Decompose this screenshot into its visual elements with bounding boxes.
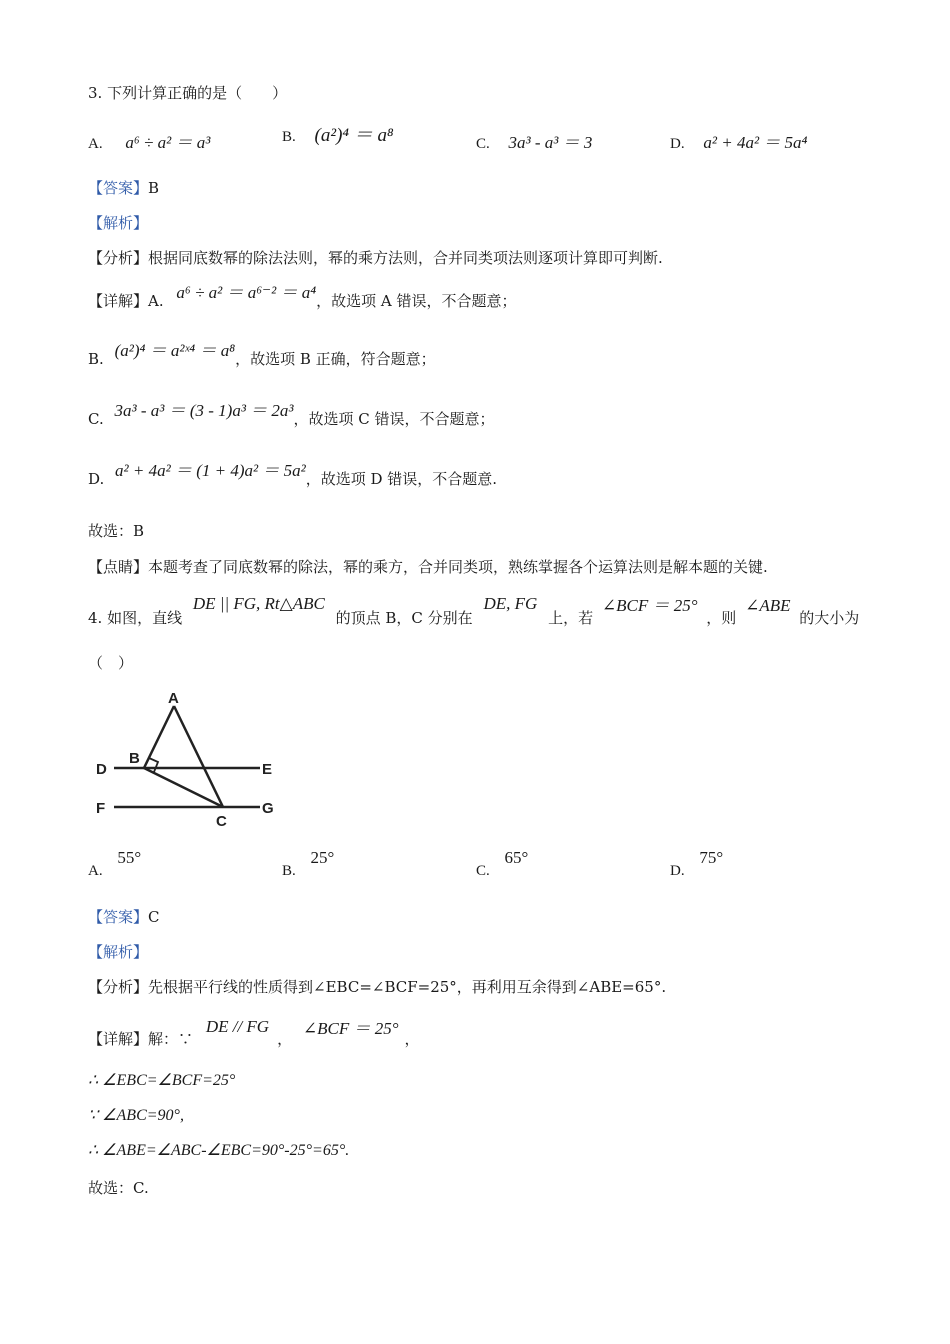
q4-option-a[interactable]: A. 55° — [88, 848, 142, 879]
q4-option-c[interactable]: C. 65° — [476, 848, 529, 879]
q3-option-a[interactable]: A. a⁶ ÷ a² ＝ a³ — [88, 133, 211, 152]
fenxi-text: 先根据平行线的性质得到∠EBC=∠BCF=25°，再利用互余得到∠ABE=65°. — [148, 978, 667, 996]
q3-option-c[interactable]: C. 3a³ - a³ ＝ 3 — [476, 133, 593, 152]
fenxi-text: 根据同底数幂的除法法则，幂的乘方法则，合并同类项法则逐项计算即可判断. — [148, 249, 663, 267]
q3-dianjing — [88, 556, 768, 577]
detail-expr1: DE // FG — [205, 1017, 270, 1036]
label-f: F — [96, 800, 106, 817]
q4-detail: 【详解】解：∵ DE // FG， ∠BCF ＝ 25°， — [88, 1017, 420, 1048]
q3-fenxi — [88, 247, 663, 268]
q4-answer — [88, 906, 160, 927]
q4-stem-line1: 4. 如图，直线 DE || FG, Rt△ABC 的顶点 B，C 分别在 DE, FG 上，若 ∠BCF ＝ 25° ，则 ∠ABE 的大小为 — [88, 594, 860, 627]
segment-ab — [144, 706, 174, 768]
q4-option-d[interactable]: D. 75° — [670, 848, 724, 879]
q3-detail-d: D. a² + 4a² ＝ (1 + 4)a² ＝ 5a²，故选项 D 错误，不合题意. — [88, 461, 498, 488]
label-a: A — [168, 690, 179, 707]
detail-b-expr: (a²)⁴ ＝ a²ˣ⁴ ＝ a⁸ — [114, 341, 236, 360]
detail-a-expr: a⁶ ÷ a² ＝ a⁶⁻² ＝ a⁴ — [176, 283, 317, 302]
q4-fenxi — [88, 976, 666, 997]
q4-analysis-tag: 【解析】 — [88, 943, 149, 961]
label-d: D — [96, 761, 107, 778]
fenxi-tag: 【分析】 — [88, 978, 149, 996]
label-c: C — [216, 813, 227, 830]
answer-value: B — [148, 179, 160, 197]
detail-expr2: ∠BCF ＝ 25° — [302, 1019, 399, 1038]
q3-detail-b: B. (a²)⁴ ＝ a²ˣ⁴ ＝ a⁸，故选项 B 正确，符合题意； — [88, 341, 436, 368]
fenxi-tag: 【分析】 — [88, 249, 149, 267]
detail-tag: 【详解】 — [88, 292, 149, 310]
q4-step1: ∴ ∠EBC=∠BCF=25° — [88, 1072, 236, 1089]
q4-figure — [92, 686, 282, 832]
q4-choose: 故选：C. — [88, 1179, 149, 1197]
q3-detail-c: C. 3a³ - a³ ＝ (3 - 1)a³ ＝ 2a³，故选项 C 错误，不合题意； — [88, 401, 495, 428]
detail-d-expr: a² + 4a² ＝ (1 + 4)a² ＝ 5a² — [115, 461, 306, 480]
answer-tag: 【答案】 — [88, 908, 149, 926]
detail-d-text: ，故选项 D 错误，不合题意. — [305, 470, 498, 488]
detail-a-text: ，故选项 A 错误，不合题意； — [316, 292, 517, 310]
q3-detail-a: 【详解】A. a⁶ ÷ a² ＝ a⁶⁻² ＝ a⁴，故选项 A 错误，不合题意； — [88, 283, 517, 310]
q3-stem: 3. 下列计算正确的是（ ） — [88, 84, 288, 102]
segment-bc — [144, 768, 223, 807]
answer-tag: 【答案】 — [88, 179, 149, 197]
segment-ac — [174, 706, 223, 807]
q3-option-d[interactable]: D. a² + 4a² ＝ 5a⁴ — [670, 133, 808, 152]
answer-value: C — [148, 908, 160, 926]
dianjing-tag: 【点睛】 — [88, 558, 149, 576]
q3-option-b[interactable]: B. (a²)⁴ ＝ a⁸ — [282, 125, 394, 146]
q4-step2: ∵ ∠ABC=90°, — [88, 1107, 184, 1124]
label-g: G — [262, 800, 274, 817]
detail-b-text: ，故选项 B 正确，符合题意； — [235, 350, 436, 368]
label-b: B — [129, 750, 140, 767]
q3-analysis-tag: 【解析】 — [88, 214, 149, 232]
detail-c-text: ，故选项 C 错误，不合题意； — [293, 410, 495, 428]
dianjing-text: 本题考查了同底数幂的除法，幂的乘方，合并同类项，熟练掌握各个运算法则是解本题的关键. — [148, 558, 768, 576]
q4-option-b[interactable]: B. 25° — [282, 848, 335, 879]
q4-stem-paren: （ ） — [88, 654, 134, 672]
detail-c-expr: 3a³ - a³ ＝ (3 - 1)a³ ＝ 2a³ — [114, 401, 294, 420]
q4-step3: ∴ ∠ABE=∠ABC-∠EBC=90°-25°=65°. — [88, 1142, 350, 1159]
detail-tag: 【详解】 — [88, 1030, 149, 1048]
label-e: E — [262, 761, 273, 778]
q3-answer — [88, 177, 159, 198]
q3-choose: 故选：B — [88, 522, 145, 540]
